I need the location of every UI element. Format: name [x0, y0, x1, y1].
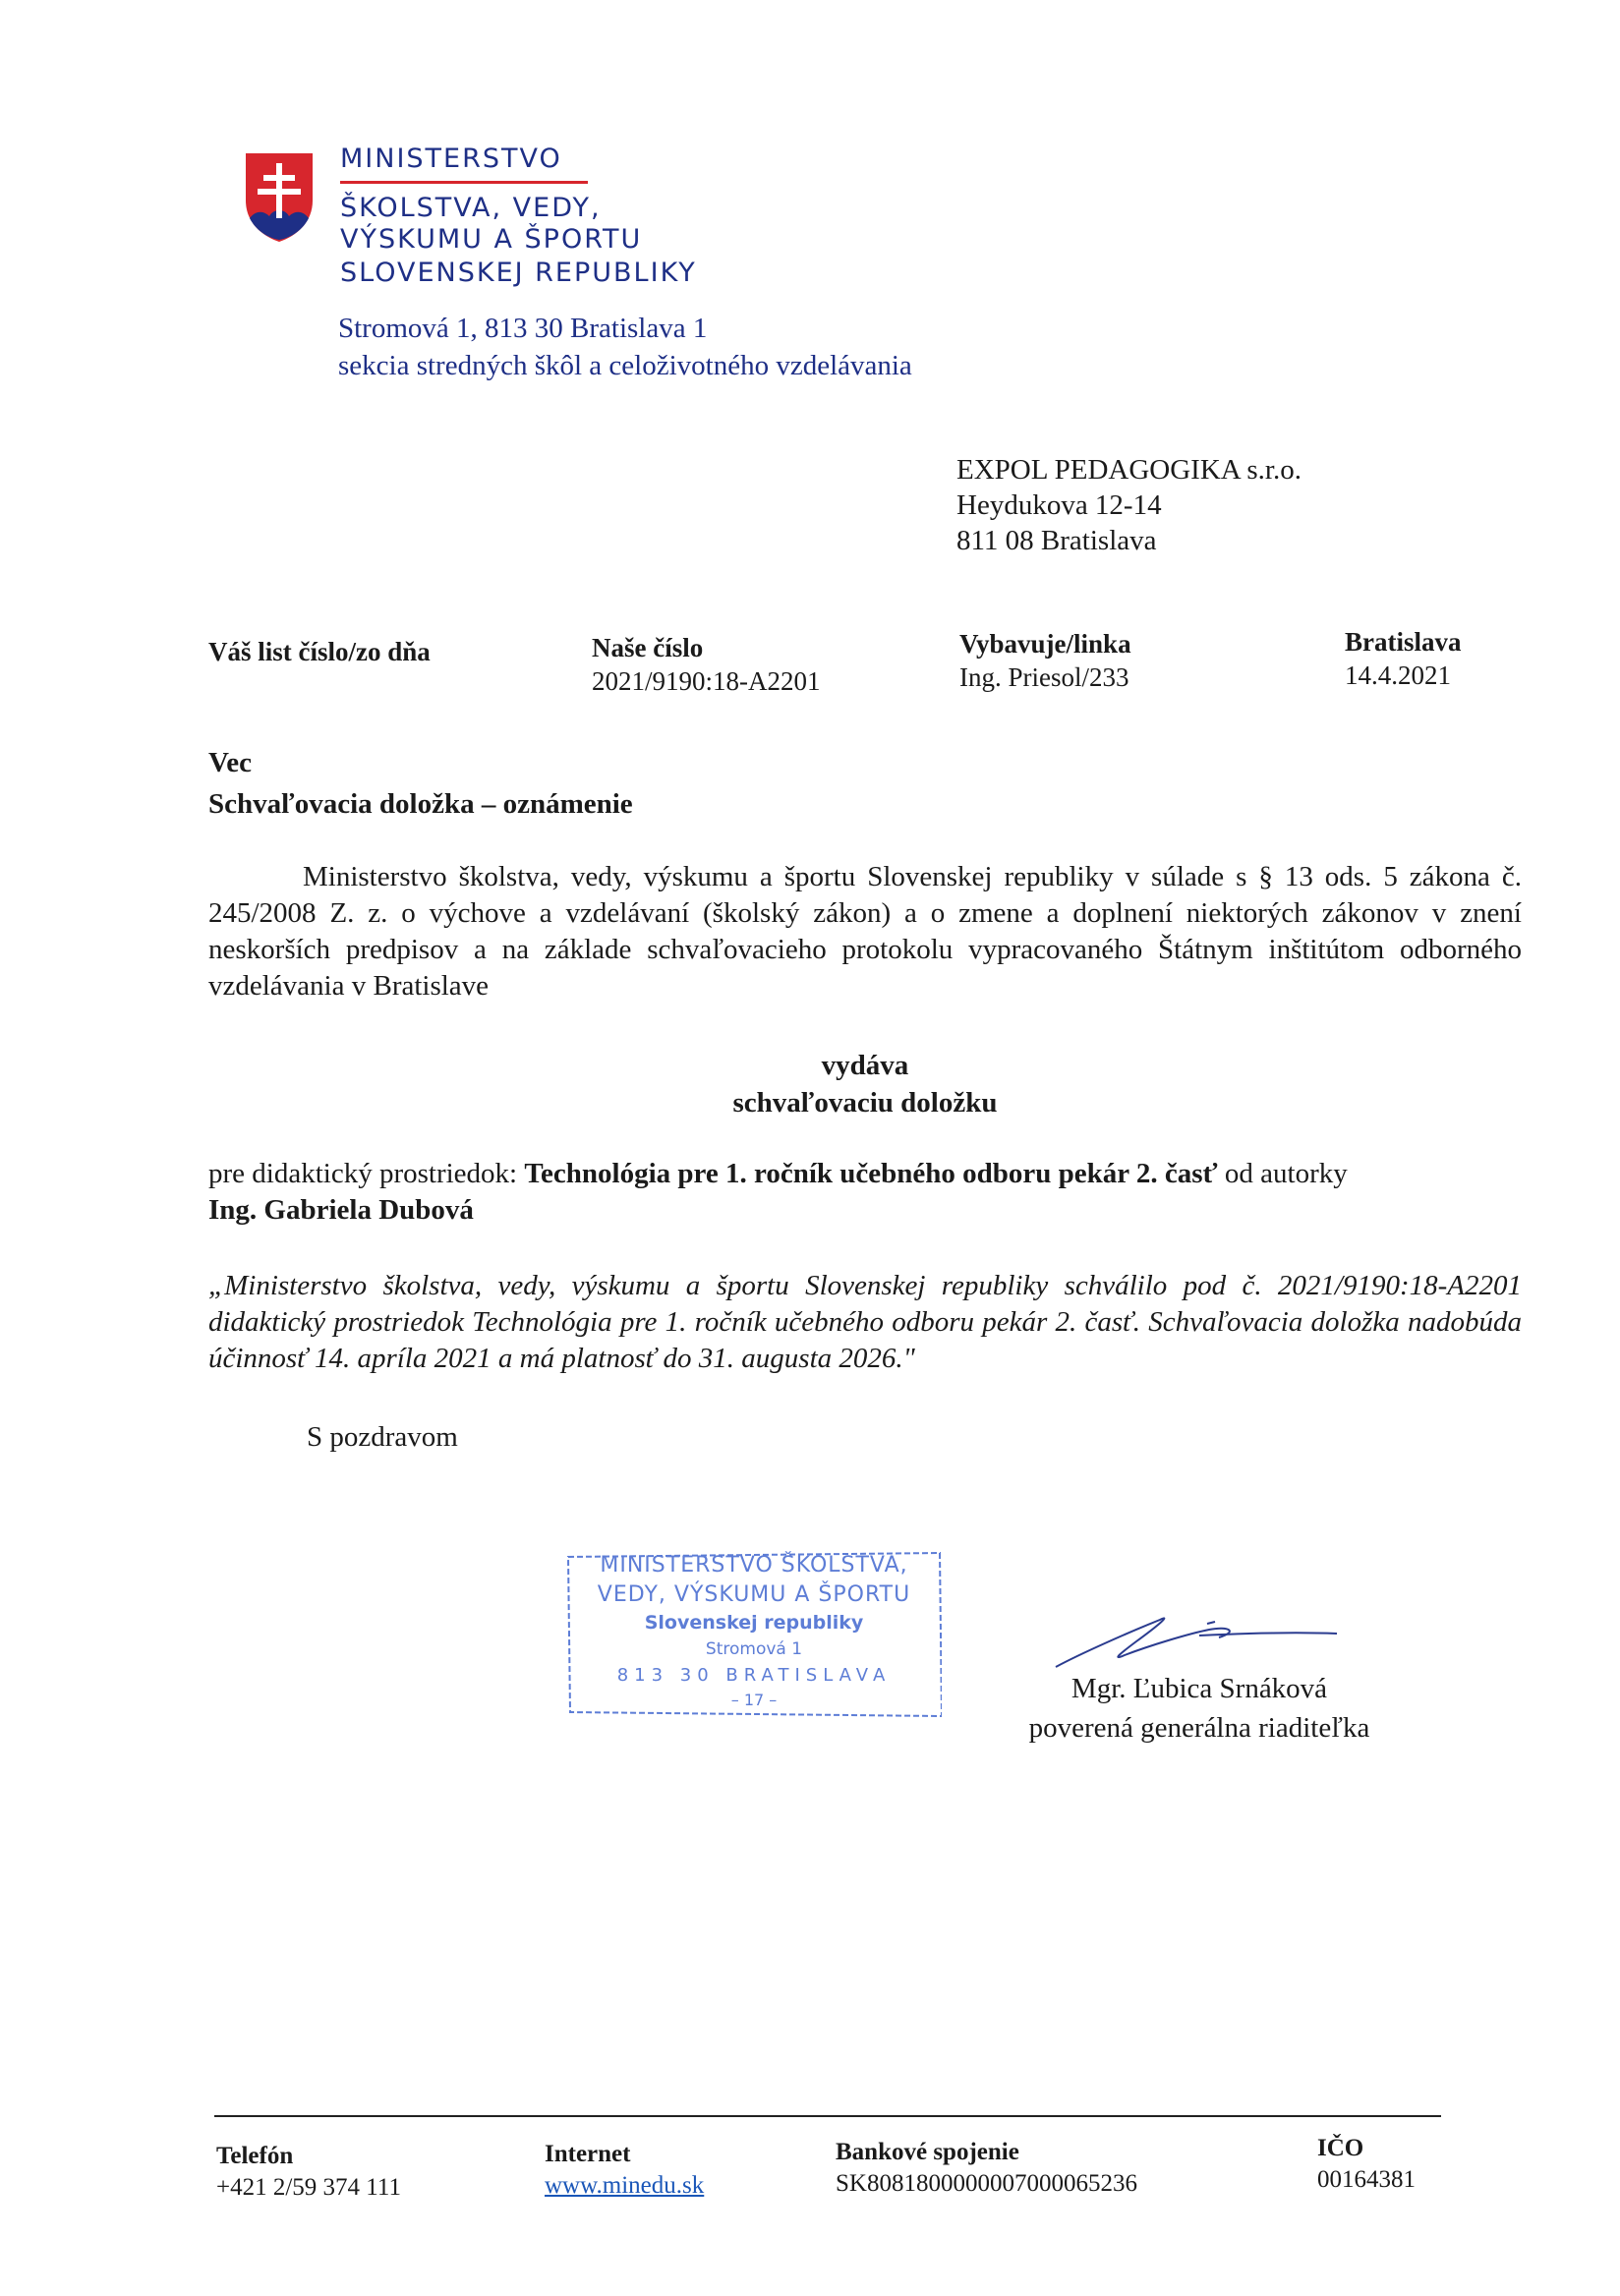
your-letter-label: Váš list číslo/zo dňa — [208, 637, 431, 666]
slovak-coat-of-arms-icon — [242, 149, 317, 244]
approval-quote: „Ministerstvo školstva, vedy, výskumu a športu Slovenskej republiky schválilo pod č. 2021/9190:18-A2201 didaktický prostriedok Technológia pre 1. ročník učebného odboru pekár 2. časť. Schvaľovacia doložka nadobúda účinnosť 14. apríla 2021 a má platnosť do 31. augusta 2026." — [208, 1270, 1522, 1374]
signatory-name: Mgr. Ľubica Srnáková — [1070, 1673, 1328, 1704]
ministry-address: Stromová 1, 813 30 Bratislava 1 — [338, 313, 708, 344]
footer-ico-label: IČO — [1317, 2135, 1364, 2161]
ministry-red-rule — [340, 181, 588, 184]
stamp-line-4: Stromová 1 — [705, 1639, 803, 1659]
recipient-name: EXPOL PEDAGOGIKA s.r.o. — [956, 454, 1302, 486]
aid-title: Technológia pre 1. ročník učebného odboru pekár 2. časť — [524, 1158, 1218, 1189]
didactic-aid-paragraph — [208, 1156, 1522, 1229]
place-label: Bratislava — [1345, 627, 1462, 657]
footer-phone-label: Telefón — [216, 2143, 294, 2169]
closing: S pozdravom — [307, 1421, 458, 1453]
stamp-line-1: MINISTERSTVO ŠKOLSTVA, — [600, 1553, 908, 1578]
issues-object: schvaľovaciu doložku — [732, 1087, 998, 1119]
footer-bank-label: Bankové spojenie — [836, 2139, 1019, 2165]
body-paragraph: Ministerstvo školstva, vedy, výskumu a športu Slovenskej republiky v súlade s § 13 ods. 5 zákona č. 245/2008 Z. z. o výchove a vzdelávaní (školský zákon) a o zmene a doplnení niektorých zákonov v znení neskorších predpisov a na základe schvaľovacieho protokolu vypracovaného Štátnym inštitútom odborného vzdelávania v Bratislave — [208, 861, 1522, 1002]
ministry-name-line-1: MINISTERSTVO — [340, 144, 562, 174]
aid-prefix: pre didaktický prostriedok: — [208, 1158, 525, 1189]
subject-label: Vec — [208, 747, 253, 778]
subject-title: Schvaľovacia doložka – oznámenie — [208, 788, 633, 820]
footer-ico: 00164381 — [1317, 2166, 1416, 2193]
stamp-line-6: – 17 – — [730, 1691, 778, 1709]
issues-heading: vydáva — [821, 1050, 909, 1081]
stamp-line-5: 813 30 BRATISLAVA — [616, 1665, 892, 1686]
official-stamp — [566, 1545, 942, 1720]
recipient-street: Heydukova 12-14 — [956, 489, 1162, 521]
handwritten-signature — [1042, 1602, 1357, 1681]
signatory-title: poverená generálna riaditeľka — [1028, 1712, 1370, 1744]
footer-internet-link[interactable]: www.minedu.sk — [545, 2172, 705, 2199]
our-number-label: Naše číslo — [592, 633, 704, 662]
footer-phone: +421 2/59 374 111 — [216, 2174, 401, 2201]
handled-by-label: Vybavuje/linka — [959, 629, 1131, 659]
aid-author-prefix: od autorky — [1217, 1158, 1348, 1189]
ministry-name-line-3: VÝSKUMU A ŠPORTU — [340, 224, 643, 255]
stamp-line-3: Slovenskej republiky — [644, 1612, 864, 1634]
ministry-name-line-4: SLOVENSKEJ REPUBLIKY — [340, 258, 697, 288]
recipient-city: 811 08 Bratislava — [956, 525, 1157, 556]
handled-by: Ing. Priesol/233 — [959, 662, 1129, 692]
footer-bank: SK8081800000007000065236 — [836, 2170, 1137, 2197]
footer-internet-label: Internet — [545, 2141, 631, 2167]
letter-date: 14.4.2021 — [1345, 660, 1451, 690]
stamp-line-2: VEDY, VÝSKUMU A ŠPORTU — [597, 1582, 911, 1607]
ministry-name-line-2: ŠKOLSTVA, VEDY, — [340, 193, 602, 223]
ministry-section: sekcia stredných škôl a celoživotného vzdelávania — [338, 350, 912, 381]
footer-rule — [214, 2115, 1441, 2117]
aid-author: Ing. Gabriela Dubová — [208, 1194, 474, 1226]
our-number: 2021/9190:18-A2201 — [592, 666, 821, 696]
